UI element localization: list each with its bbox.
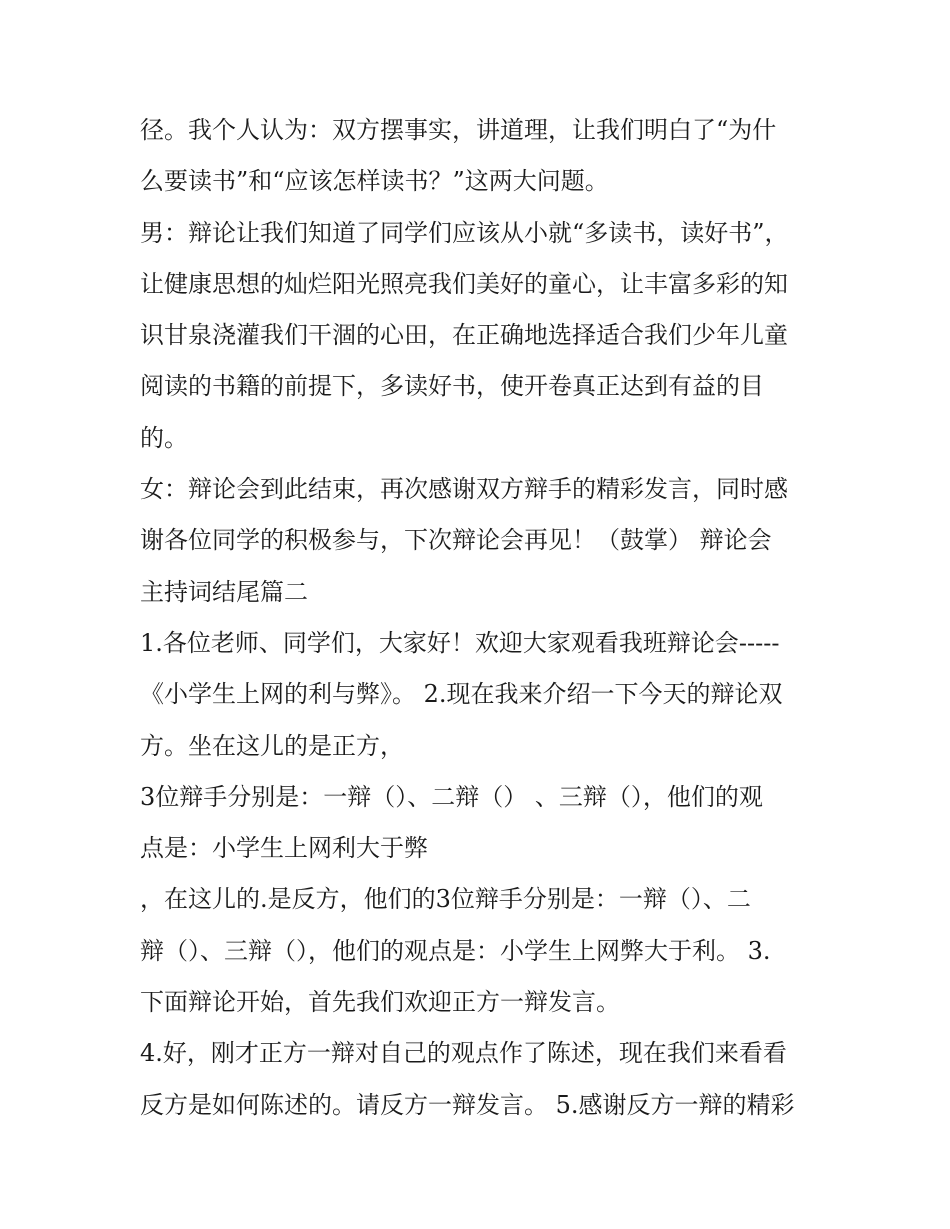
- text-line: 4.好，刚才正方一辩对自己的观点作了陈述，现在我们来看看: [140, 1039, 787, 1068]
- document-body: [140, 105, 820, 1131]
- text-line: 《小学生上网的利与弊》。 2.现在我来介绍一下今天的辩论双: [140, 680, 783, 709]
- text-line: 男：辩论让我们知道了同学们应该从小就“多读书，读好书”，: [140, 218, 789, 247]
- text-line: 谢各位同学的积极参与，下次辩论会再见！（鼓掌） 辩论会: [140, 526, 772, 555]
- text-line: 阅读的书籍的前提下，多读好书，使开卷真正达到有益的目: [140, 372, 764, 401]
- text-line: 识甘泉浇灌我们干涸的心田，在正确地选择适合我们少年儿童: [140, 321, 788, 350]
- text-line: 女：辩论会到此结束，再次感谢双方辩手的精彩发言，同时感: [140, 475, 788, 504]
- text-line: 么要读书”和“应该怎样读书？”这两大问题。: [140, 167, 609, 196]
- text-line: 3位辩手分别是：一辩（）、二辩（） 、三辩（），他们的观: [140, 782, 763, 811]
- text-line: 方。坐在这儿的是正方，: [140, 731, 404, 760]
- section-heading: 主持词结尾篇二: [140, 577, 308, 606]
- text-line: 让健康思想的灿烂阳光照亮我们美好的童心，让丰富多彩的知: [140, 269, 788, 298]
- text-line: 点是：小学生上网利大于弊: [140, 834, 428, 863]
- text-line: 反方是如何陈述的。请反方一辩发言。 5.感谢反方一辩的精彩: [140, 1090, 795, 1119]
- text-line: ，在这儿的.是反方，他们的3位辩手分别是：一辩（）、二: [140, 885, 751, 914]
- text-line: 径。我个人认为：双方摆事实，讲道理，让我们明白了“为什: [140, 116, 777, 144]
- text-line: 下面辩论开始，首先我们欢迎正方一辩发言。: [140, 988, 620, 1017]
- text-line: 1.各位老师、同学们，大家好！欢迎大家观看我班辩论会-----: [140, 628, 780, 657]
- text-line: 辩（）、三辩（），他们的观点是：小学生上网弊大于利。 3.: [140, 936, 771, 965]
- text-line: 的。: [140, 423, 188, 452]
